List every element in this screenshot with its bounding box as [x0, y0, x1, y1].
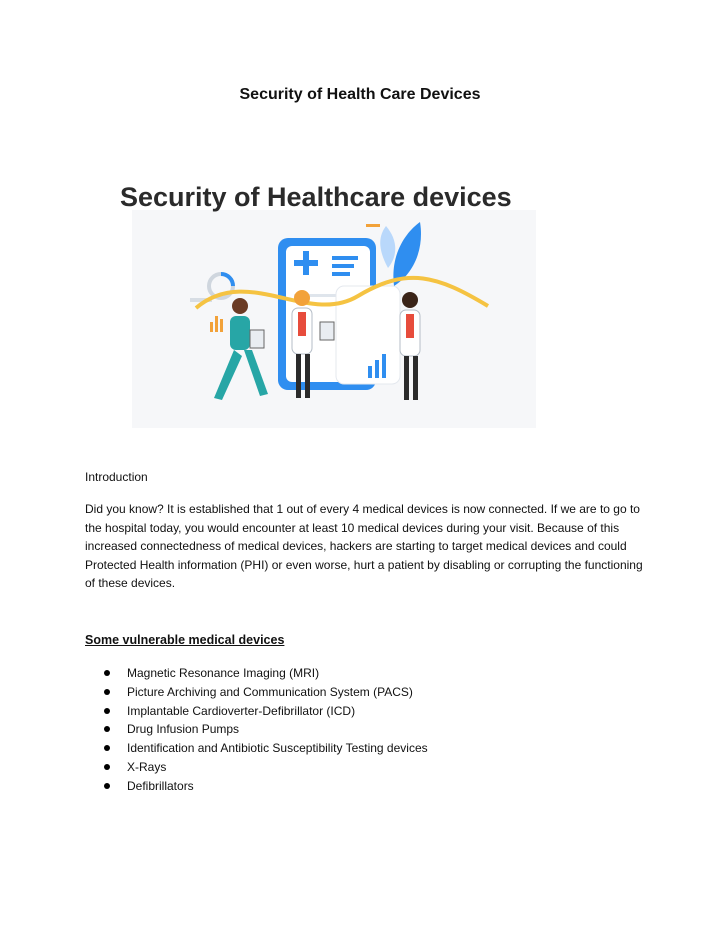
- vulnerable-devices-list: [85, 664, 428, 796]
- page-title: Security of Health Care Devices: [239, 86, 481, 103]
- bullet-icon: [104, 708, 110, 714]
- bullet-icon: [104, 783, 110, 789]
- list-item-label: Drug Infusion Pumps: [127, 722, 240, 737]
- list-item: [85, 664, 428, 683]
- illustration-heading: Security of Healthcare devices: [120, 182, 512, 212]
- bullet-icon: [104, 745, 110, 751]
- bullet-icon: [104, 689, 110, 695]
- introduction-paragraph: Did you know? It is established that 1 out of every 4 medical devices is now connected. If we are to go to the hospital today, you would encounter at least 10 medical devices during your visit. Because of this increased connectedness of medical devices, hackers are starting to target medical devices and could Protected Health information (PHI) or even worse, hurt a patient by disabling or corrupting the functioning of these devices.: [85, 502, 643, 590]
- list-item: [85, 720, 428, 739]
- list-item: [85, 758, 428, 777]
- list-item: [85, 739, 428, 758]
- bullet-icon: [104, 726, 110, 732]
- list-item-label: Implantable Cardioverter-Defibrillator (ICD): [127, 703, 356, 718]
- list-item-label: Picture Archiving and Communication System (PACS): [127, 684, 413, 699]
- healthcare-illustration: [118, 176, 550, 430]
- list-item-label: X-Rays: [127, 759, 167, 774]
- list-item: [85, 702, 428, 721]
- vulnerable-devices-heading: Some vulnerable medical devices: [85, 633, 285, 647]
- bullet-icon: [104, 764, 110, 770]
- list-item: [85, 777, 428, 796]
- list-item-label: Identification and Antibiotic Susceptibility Testing devices: [127, 741, 428, 756]
- list-item-label: Magnetic Resonance Imaging (MRI): [127, 666, 320, 680]
- bullet-icon: [104, 670, 110, 676]
- list-item-label: Defibrillators: [127, 778, 194, 793]
- list-item: [85, 683, 428, 702]
- introduction-label: Introduction: [85, 470, 148, 484]
